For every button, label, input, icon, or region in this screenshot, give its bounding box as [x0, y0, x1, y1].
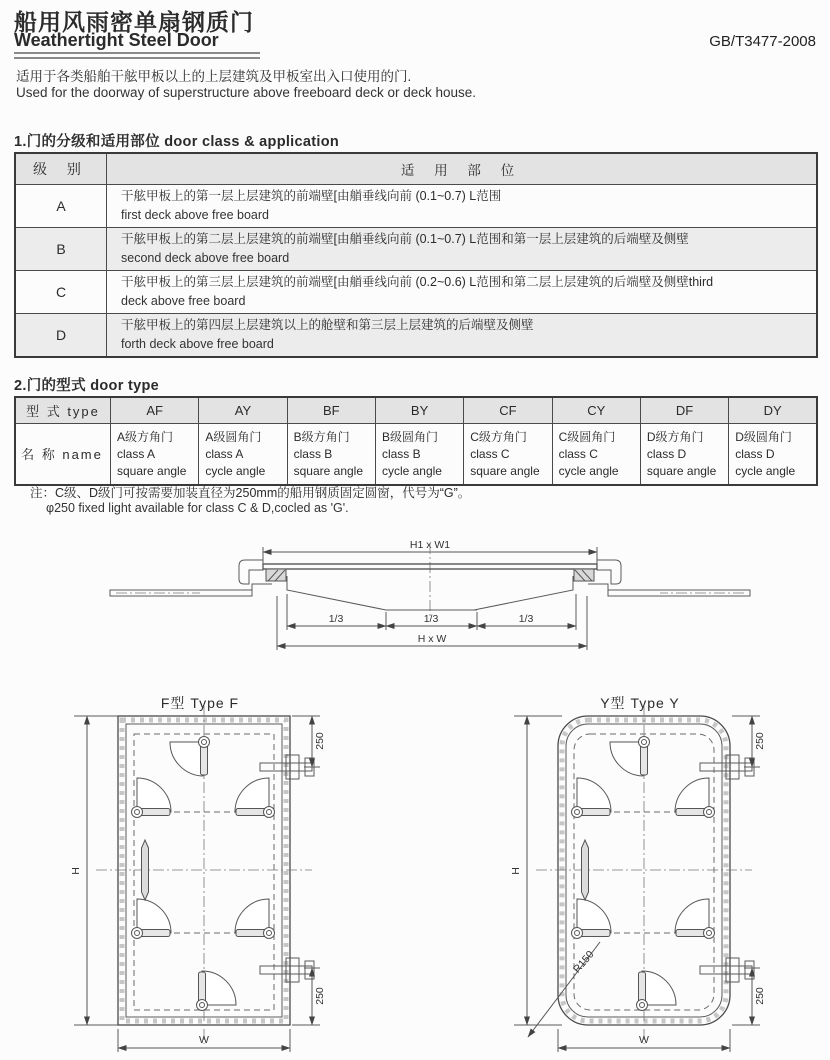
application-en: deck above free board	[121, 294, 246, 308]
intro-text-zh: 适用于各类船舶干舷甲板以上的上层建筑及甲板室出入口使用的门.	[16, 69, 412, 84]
intro-text-en: Used for the doorway of superstructure above freeboard deck or deck house.	[16, 85, 477, 100]
name-row	[15, 424, 817, 486]
note-zh: 注：C级、D级门可按需要加装直径为250mm的船用钢质固定圆窗，代号为“G”。	[30, 486, 471, 500]
type-code: DY	[729, 397, 817, 424]
type-name-cell: A级圆角门 class A cycle angle	[199, 424, 287, 486]
radius-label: R150	[570, 948, 597, 976]
dog-clip	[170, 737, 210, 777]
frame-right	[474, 560, 750, 610]
application-en: second deck above free board	[121, 251, 290, 265]
application-en: first deck above free board	[121, 208, 269, 222]
dim-label-h1w1: H1 x W1	[409, 539, 451, 551]
col-header-application: 适 用 部 位	[107, 153, 818, 185]
page-title-zh: 船用风雨密单扇钢质门	[14, 9, 254, 35]
dim-label-third2: 1/3	[423, 613, 439, 625]
col-header-class: 级 别	[15, 153, 107, 185]
type-code: BF	[287, 397, 375, 424]
class-cell: D	[15, 314, 107, 358]
dim-label-w: W	[639, 1034, 649, 1046]
application-cell	[107, 228, 818, 271]
dog-clip	[235, 899, 275, 939]
dog-clip	[572, 899, 612, 939]
dog-clip	[132, 899, 172, 939]
type-y-drawing	[500, 690, 780, 1060]
application-zh: 干舷甲板上的第一层上层建筑的前端壁[由艏垂线向前 (0.1~0.7) L范围	[121, 189, 502, 203]
dog-clip	[637, 971, 677, 1011]
type-name-cell: D级圆角门 class D cycle angle	[729, 424, 817, 486]
type-row-label: 型 式 type	[15, 397, 111, 424]
dog-clip	[132, 778, 172, 818]
table-row	[15, 185, 817, 228]
type-code: BY	[375, 397, 463, 424]
title-underline	[14, 52, 260, 59]
type-f-title: F型 Type F	[160, 695, 240, 711]
type-name-cell: C级方角门 class C square angle	[464, 424, 552, 486]
application-cell	[107, 314, 818, 358]
application-zh: 干舷甲板上的第四层上层建筑以上的舱壁和第三层上层建筑的后端壁及侧壁	[121, 318, 534, 332]
type-f-drawing	[60, 690, 340, 1060]
type-code: DF	[640, 397, 728, 424]
dim-label-h: H	[70, 867, 82, 875]
note-en: φ250 fixed light available for class C & D,cocled as 'G'.	[46, 501, 349, 515]
door-type-table	[14, 396, 818, 486]
dim-label-250-bottom: 250	[754, 987, 766, 1005]
application-zh: 干舷甲板上的第三层上层建筑的前端壁[由艏垂线向前 (0.2~0.6) L范围和第二层上层建筑的后端壁及侧壁third	[121, 275, 714, 289]
application-en: forth deck above free board	[121, 337, 274, 351]
application-cell	[107, 271, 818, 314]
door-section-drawing	[80, 538, 770, 673]
section2-heading: 2.门的型式 door type	[14, 378, 159, 394]
door-handle	[142, 840, 149, 900]
dog-clip	[610, 737, 650, 777]
dim-label-250-top: 250	[314, 732, 326, 750]
table-row	[15, 271, 817, 314]
dim-label-250-top: 250	[754, 732, 766, 750]
type-name-cell: D级方角门 class D square angle	[640, 424, 728, 486]
dog-clip	[572, 778, 612, 818]
page-title-en: Weathertight Steel Door	[14, 30, 219, 50]
application-cell	[107, 185, 818, 228]
dim-label-w: W	[199, 1034, 209, 1046]
class-cell: C	[15, 271, 107, 314]
dim-label-250-bottom: 250	[314, 987, 326, 1005]
type-name-cell: B级方角门 class B square angle	[287, 424, 375, 486]
door-class-table	[14, 152, 818, 358]
dog-clip	[675, 899, 715, 939]
dim-label-h: H	[510, 867, 522, 875]
type-code: AF	[111, 397, 199, 424]
name-row-label: 名 称 name	[15, 424, 111, 486]
hinge	[700, 958, 754, 982]
type-y-title: Y型 Type Y	[600, 695, 680, 711]
dog-clip	[197, 971, 237, 1011]
dog-clip	[235, 778, 275, 818]
class-cell: B	[15, 228, 107, 271]
dim-label-third3: 1/3	[518, 613, 534, 625]
standard-number: GB/T3477-2008	[709, 33, 816, 50]
dog-clip	[675, 778, 715, 818]
table-header-row	[15, 153, 817, 185]
type-code: CF	[464, 397, 552, 424]
application-zh: 干舷甲板上的第二层上层建筑的前端壁[由艏垂线向前 (0.1~0.7) L范围和第一层上层建筑的后端壁及侧壁	[121, 232, 689, 246]
type-code: AY	[199, 397, 287, 424]
door-handle	[582, 840, 589, 900]
type-name-cell: A级方角门 class A square angle	[111, 424, 199, 486]
section1-heading: 1.门的分级和适用部位 door class & application	[14, 134, 340, 150]
class-cell: A	[15, 185, 107, 228]
type-header-row	[15, 397, 817, 424]
table-row	[15, 314, 817, 358]
type-name-cell: C级圆角门 class C cycle angle	[552, 424, 640, 486]
type-code: CY	[552, 397, 640, 424]
dim-label-third1: 1/3	[328, 613, 344, 625]
type-name-cell: B级圆角门 class B cycle angle	[375, 424, 463, 486]
table-row	[15, 228, 817, 271]
dim-label-hw: H x W	[417, 633, 447, 645]
frame-left	[110, 560, 386, 610]
